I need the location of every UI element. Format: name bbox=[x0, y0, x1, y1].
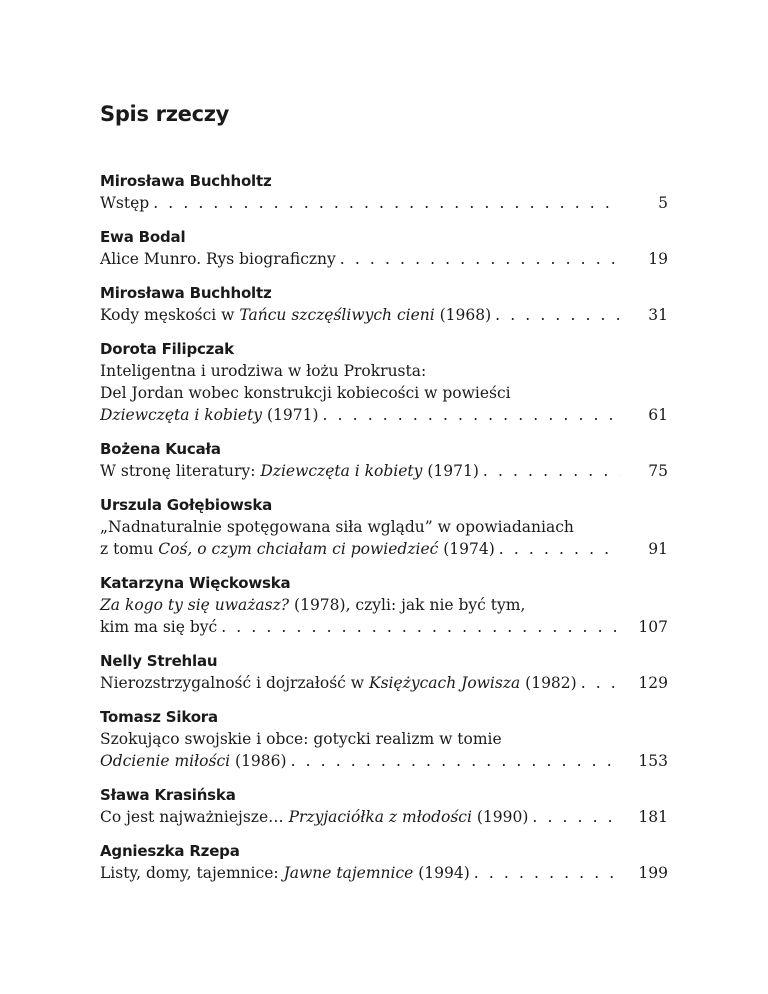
entry-title-text bbox=[100, 596, 525, 614]
toc-entry bbox=[100, 785, 668, 828]
title-segment: Szokująco swojskie i obce: gotycki realizm w tomie bbox=[100, 730, 502, 748]
entry-title-line bbox=[100, 594, 620, 616]
entry-title-text bbox=[100, 538, 499, 560]
title-segment: Kody męskości w bbox=[100, 306, 240, 324]
entry-title-line bbox=[100, 616, 668, 638]
entry-author: Nelly Strehlau bbox=[100, 652, 218, 670]
entry-title-line bbox=[100, 728, 620, 750]
entry-title-text bbox=[100, 616, 221, 638]
title-segment: W stronę literatury: bbox=[100, 462, 261, 480]
page-number: 19 bbox=[648, 250, 668, 268]
italic-work-title: Za kogo ty się uważasz? bbox=[100, 596, 290, 614]
entry-title-text bbox=[100, 750, 291, 772]
entry-title-line bbox=[100, 192, 668, 214]
dot-leader bbox=[153, 192, 620, 214]
dot-leader bbox=[499, 538, 620, 560]
entry-title-line bbox=[100, 248, 668, 270]
title-segment: (1974) bbox=[438, 540, 495, 558]
entry-author: Tomasz Sikora bbox=[100, 708, 218, 726]
entry-author: Bożena Kucała bbox=[100, 440, 221, 458]
toc-list bbox=[100, 171, 668, 897]
italic-work-title: Coś, o czym chciałam ci powiedzieć bbox=[158, 540, 439, 558]
entry-title-line bbox=[100, 672, 668, 694]
toc-entry bbox=[100, 171, 668, 214]
italic-work-title: Jawne tajemnice bbox=[283, 864, 414, 882]
title-segment: Co jest najważniejsze… bbox=[100, 808, 289, 826]
dot-leader bbox=[483, 460, 620, 482]
entry-title-line bbox=[100, 360, 620, 382]
italic-work-title: Tańcu szczęśliwych cieni bbox=[239, 306, 435, 324]
entry-title-line bbox=[100, 750, 668, 772]
title-segment: Nierozstrzygalność i dojrzałość w bbox=[100, 674, 369, 692]
entry-title-text bbox=[100, 248, 340, 270]
entry-title-text bbox=[100, 730, 502, 748]
entry-author: Mirosława Buchholtz bbox=[100, 284, 272, 302]
entry-title-line bbox=[100, 304, 668, 326]
toc-heading: Spis rzeczy bbox=[100, 102, 230, 126]
entry-title-text bbox=[100, 384, 511, 402]
title-segment: z tomu bbox=[100, 540, 159, 558]
toc-entry bbox=[100, 283, 668, 326]
entry-title-text bbox=[100, 672, 581, 694]
toc-entry bbox=[100, 651, 668, 694]
title-segment: (1971) bbox=[422, 462, 479, 480]
dot-leader bbox=[474, 862, 620, 884]
entry-title-text bbox=[100, 806, 532, 828]
entry-title-line bbox=[100, 382, 620, 404]
italic-work-title: Odcienie miłości bbox=[100, 752, 231, 770]
entry-author: Mirosława Buchholtz bbox=[100, 172, 272, 190]
title-segment: Inteligentna i urodziwa w łożu Prokrusta: bbox=[100, 362, 427, 380]
page-number: 181 bbox=[638, 808, 668, 826]
entry-title-line bbox=[100, 862, 668, 884]
title-segment: Del Jordan wobec konstrukcji kobiecości w powieści bbox=[100, 384, 511, 402]
page-number: 31 bbox=[648, 306, 668, 324]
title-segment: (1982) bbox=[520, 674, 577, 692]
dot-leader bbox=[291, 750, 620, 772]
dot-leader bbox=[581, 672, 620, 694]
page-number: 107 bbox=[638, 618, 668, 636]
toc-entry bbox=[100, 227, 668, 270]
entry-title-text bbox=[100, 518, 574, 536]
title-segment: Wstęp bbox=[100, 194, 150, 212]
title-segment: (1986) bbox=[230, 752, 287, 770]
entry-author: Sława Krasińska bbox=[100, 786, 236, 804]
italic-work-title: Przyjaciółka z młodości bbox=[288, 808, 472, 826]
dot-leader bbox=[532, 806, 620, 828]
entry-author: Ewa Bodal bbox=[100, 228, 186, 246]
entry-title-line bbox=[100, 806, 668, 828]
entry-author: Urszula Gołębiowska bbox=[100, 496, 273, 514]
page-number: 61 bbox=[648, 406, 668, 424]
dot-leader bbox=[340, 248, 620, 270]
italic-work-title: Księżycach Jowisza bbox=[369, 674, 521, 692]
toc-entry bbox=[100, 439, 668, 482]
title-segment: (1978), czyli: jak nie być tym, bbox=[289, 596, 526, 614]
entry-title-line bbox=[100, 460, 668, 482]
title-segment: (1971) bbox=[262, 406, 319, 424]
italic-work-title: Dziewczęta i kobiety bbox=[260, 462, 423, 480]
page-number: 5 bbox=[658, 194, 668, 212]
page-number: 91 bbox=[648, 540, 668, 558]
entry-title-text bbox=[100, 192, 153, 214]
title-segment: (1994) bbox=[413, 864, 470, 882]
entry-title-line bbox=[100, 404, 668, 426]
toc-entry bbox=[100, 841, 668, 884]
toc-entry bbox=[100, 707, 668, 772]
entry-title-text bbox=[100, 460, 483, 482]
toc-entry bbox=[100, 495, 668, 560]
title-segment: (1990) bbox=[471, 808, 529, 826]
dot-leader bbox=[323, 404, 620, 426]
entry-author: Dorota Filipczak bbox=[100, 340, 234, 358]
toc-entry bbox=[100, 339, 668, 426]
title-segment: Listy, domy, tajemnice: bbox=[100, 864, 284, 882]
page-number: 75 bbox=[648, 462, 668, 480]
entry-title-line bbox=[100, 516, 620, 538]
dot-leader bbox=[221, 616, 620, 638]
entry-author: Katarzyna Więckowska bbox=[100, 574, 291, 592]
entry-title-text bbox=[100, 404, 323, 426]
page-number: 153 bbox=[638, 752, 668, 770]
page-number: 129 bbox=[638, 674, 668, 692]
title-segment: (1968) bbox=[434, 306, 492, 324]
entry-author: Agnieszka Rzepa bbox=[100, 842, 240, 860]
page-number: 199 bbox=[638, 864, 668, 882]
italic-work-title: Dziewczęta i kobiety bbox=[100, 406, 263, 424]
dot-leader bbox=[495, 304, 620, 326]
title-segment: „Nadnaturalnie spotęgowana siła wglądu” w opowiadaniach bbox=[100, 518, 574, 536]
toc-entry bbox=[100, 573, 668, 638]
entry-title-text bbox=[100, 362, 426, 380]
entry-title-text bbox=[100, 862, 474, 884]
title-segment: kim ma się być bbox=[100, 618, 218, 636]
entry-title-text bbox=[100, 304, 495, 326]
entry-title-line bbox=[100, 538, 668, 560]
title-segment: Alice Munro. Rys biograficzny bbox=[100, 250, 336, 268]
